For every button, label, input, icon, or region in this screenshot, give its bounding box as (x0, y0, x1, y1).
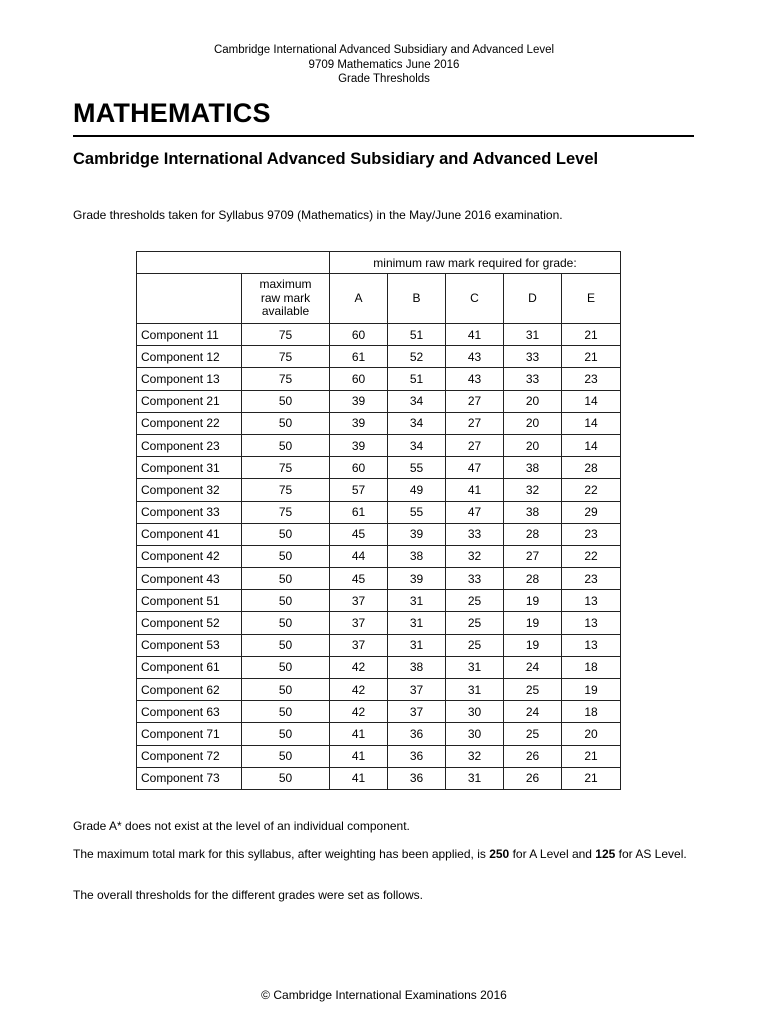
note-a-star: Grade A* does not exist at the level of an individual component. (73, 819, 410, 833)
max-mark-cell: 50 (242, 745, 330, 767)
empty-header-cell (137, 274, 242, 324)
table-row (137, 568, 621, 590)
component-name-cell: Component 21 (137, 390, 242, 412)
grade-d-cell: 20 (504, 434, 562, 456)
grade-e-cell: 18 (562, 656, 621, 678)
grade-header-d: D (504, 274, 562, 324)
component-name-cell: Component 41 (137, 523, 242, 545)
running-header-line-3: Grade Thresholds (338, 73, 430, 85)
table-row (137, 590, 621, 612)
grade-e-cell: 20 (562, 723, 621, 745)
max-mark-header-text: maximum raw mark available (259, 277, 312, 319)
note-max-total (73, 847, 698, 862)
max-mark-cell: 50 (242, 656, 330, 678)
table-row (137, 479, 621, 501)
grade-a-cell: 37 (330, 590, 388, 612)
component-name-cell: Component 33 (137, 501, 242, 523)
grade-d-cell: 33 (504, 368, 562, 390)
grade-d-cell: 24 (504, 656, 562, 678)
table-row (137, 501, 621, 523)
grade-c-cell: 30 (446, 723, 504, 745)
grade-e-cell: 23 (562, 523, 621, 545)
table-row (137, 434, 621, 456)
intro-text: Grade thresholds taken for Syllabus 9709 (Mathematics) in the May/June 2016 examination. (73, 208, 563, 222)
grade-c-cell: 43 (446, 368, 504, 390)
grade-header-a: A (330, 274, 388, 324)
grade-e-cell: 14 (562, 412, 621, 434)
a-level-max-mark: 250 (489, 847, 510, 861)
component-name-cell: Component 63 (137, 701, 242, 723)
grade-c-cell: 47 (446, 501, 504, 523)
grade-c-cell: 33 (446, 523, 504, 545)
grade-b-cell: 31 (388, 612, 446, 634)
grade-d-cell: 25 (504, 679, 562, 701)
max-mark-cell: 50 (242, 679, 330, 701)
grade-c-cell: 31 (446, 656, 504, 678)
grade-e-cell: 22 (562, 545, 621, 567)
copyright-footer: © Cambridge International Examinations 2016 (261, 988, 507, 1002)
grade-d-cell: 20 (504, 390, 562, 412)
component-name-cell: Component 23 (137, 434, 242, 456)
max-mark-cell: 50 (242, 434, 330, 456)
grade-b-cell: 34 (388, 434, 446, 456)
grade-thresholds-table (136, 251, 621, 790)
grade-b-cell: 38 (388, 656, 446, 678)
grade-c-cell: 25 (446, 634, 504, 656)
note-max-total-post: for AS Level. (615, 847, 687, 861)
grade-a-cell: 45 (330, 523, 388, 545)
table-header-row-1 (137, 252, 621, 274)
grade-e-cell: 29 (562, 501, 621, 523)
table-row (137, 634, 621, 656)
max-mark-cell: 50 (242, 701, 330, 723)
grade-a-cell: 37 (330, 612, 388, 634)
grade-d-cell: 25 (504, 723, 562, 745)
max-mark-cell: 50 (242, 568, 330, 590)
grade-c-cell: 47 (446, 457, 504, 479)
grade-a-cell: 60 (330, 368, 388, 390)
component-name-cell: Component 12 (137, 346, 242, 368)
grade-c-cell: 31 (446, 679, 504, 701)
grade-b-cell: 38 (388, 545, 446, 567)
grade-a-cell: 39 (330, 412, 388, 434)
component-name-cell: Component 71 (137, 723, 242, 745)
grade-a-cell: 61 (330, 501, 388, 523)
running-header-line-2: 9709 Mathematics June 2016 (308, 59, 460, 71)
grade-a-cell: 37 (330, 634, 388, 656)
running-header-line-1: Cambridge International Advanced Subsidiary and Advanced Level (213, 44, 555, 56)
table-row (137, 545, 621, 567)
grade-e-cell: 21 (562, 324, 621, 346)
grade-a-cell: 41 (330, 745, 388, 767)
table-row (137, 346, 621, 368)
grade-a-cell: 39 (330, 434, 388, 456)
max-mark-cell: 50 (242, 523, 330, 545)
table-row (137, 767, 621, 789)
component-name-cell: Component 53 (137, 634, 242, 656)
grade-d-cell: 26 (504, 767, 562, 789)
grade-b-cell: 52 (388, 346, 446, 368)
grade-b-cell: 36 (388, 767, 446, 789)
component-name-cell: Component 31 (137, 457, 242, 479)
grade-c-cell: 30 (446, 701, 504, 723)
table-row (137, 523, 621, 545)
table-row (137, 390, 621, 412)
grade-c-cell: 25 (446, 612, 504, 634)
grade-d-cell: 28 (504, 568, 562, 590)
max-mark-cell: 50 (242, 634, 330, 656)
grade-e-cell: 13 (562, 590, 621, 612)
grade-b-cell: 31 (388, 634, 446, 656)
grade-a-cell: 42 (330, 656, 388, 678)
grade-d-cell: 38 (504, 457, 562, 479)
note-overall-thresholds: The overall thresholds for the different grades were set as follows. (73, 888, 423, 902)
grade-e-cell: 23 (562, 368, 621, 390)
grade-b-cell: 34 (388, 390, 446, 412)
grade-d-cell: 19 (504, 634, 562, 656)
grade-c-cell: 27 (446, 434, 504, 456)
grade-b-cell: 34 (388, 412, 446, 434)
grade-a-cell: 42 (330, 701, 388, 723)
max-mark-cell: 75 (242, 457, 330, 479)
grade-d-cell: 24 (504, 701, 562, 723)
component-name-cell: Component 13 (137, 368, 242, 390)
grade-e-cell: 18 (562, 701, 621, 723)
grade-b-cell: 55 (388, 501, 446, 523)
table-row (137, 324, 621, 346)
grade-c-cell: 27 (446, 390, 504, 412)
component-name-cell: Component 43 (137, 568, 242, 590)
grade-a-cell: 42 (330, 679, 388, 701)
component-name-cell: Component 42 (137, 545, 242, 567)
component-name-cell: Component 61 (137, 656, 242, 678)
max-mark-cell: 75 (242, 479, 330, 501)
component-name-cell: Component 52 (137, 612, 242, 634)
grade-d-cell: 20 (504, 412, 562, 434)
grade-d-cell: 32 (504, 479, 562, 501)
max-mark-cell: 50 (242, 612, 330, 634)
grade-e-cell: 23 (562, 568, 621, 590)
grade-a-cell: 60 (330, 324, 388, 346)
grade-header-b: B (388, 274, 446, 324)
page-subtitle: Cambridge International Advanced Subsidiary and Advanced Level (73, 150, 599, 168)
table-row (137, 412, 621, 434)
group-header-cell: minimum raw mark required for grade: (330, 252, 621, 274)
component-name-cell: Component 32 (137, 479, 242, 501)
grade-b-cell: 51 (388, 368, 446, 390)
grade-a-cell: 45 (330, 568, 388, 590)
grade-e-cell: 21 (562, 745, 621, 767)
table-row (137, 368, 621, 390)
grade-c-cell: 41 (446, 324, 504, 346)
grade-a-cell: 41 (330, 767, 388, 789)
grade-c-cell: 43 (446, 346, 504, 368)
grade-e-cell: 21 (562, 767, 621, 789)
grade-e-cell: 13 (562, 634, 621, 656)
max-mark-cell: 50 (242, 723, 330, 745)
grade-a-cell: 39 (330, 390, 388, 412)
grade-b-cell: 31 (388, 590, 446, 612)
grade-b-cell: 55 (388, 457, 446, 479)
grade-e-cell: 14 (562, 390, 621, 412)
grade-e-cell: 21 (562, 346, 621, 368)
grade-d-cell: 26 (504, 745, 562, 767)
grade-c-cell: 32 (446, 745, 504, 767)
max-mark-cell: 50 (242, 545, 330, 567)
grade-b-cell: 36 (388, 723, 446, 745)
grade-b-cell: 36 (388, 745, 446, 767)
max-mark-cell: 75 (242, 368, 330, 390)
table-row (137, 656, 621, 678)
max-mark-cell: 50 (242, 390, 330, 412)
component-name-cell: Component 72 (137, 745, 242, 767)
grade-c-cell: 25 (446, 590, 504, 612)
component-name-cell: Component 73 (137, 767, 242, 789)
table-row (137, 723, 621, 745)
grade-d-cell: 19 (504, 612, 562, 634)
max-mark-cell: 75 (242, 346, 330, 368)
grade-b-cell: 39 (388, 523, 446, 545)
table-row (137, 612, 621, 634)
grade-d-cell: 28 (504, 523, 562, 545)
grade-a-cell: 60 (330, 457, 388, 479)
grade-c-cell: 41 (446, 479, 504, 501)
grade-d-cell: 27 (504, 545, 562, 567)
grade-c-cell: 32 (446, 545, 504, 567)
grade-b-cell: 39 (388, 568, 446, 590)
grade-d-cell: 38 (504, 501, 562, 523)
grade-a-cell: 57 (330, 479, 388, 501)
grade-b-cell: 51 (388, 324, 446, 346)
grade-header-c: C (446, 274, 504, 324)
as-level-max-mark: 125 (595, 847, 616, 861)
title-divider (73, 135, 694, 137)
grade-d-cell: 33 (504, 346, 562, 368)
grade-c-cell: 33 (446, 568, 504, 590)
grade-c-cell: 31 (446, 767, 504, 789)
table-row (137, 745, 621, 767)
note-max-total-mid: for A Level and (509, 847, 596, 861)
grade-e-cell: 19 (562, 679, 621, 701)
grade-header-e: E (562, 274, 621, 324)
component-name-cell: Component 51 (137, 590, 242, 612)
grade-e-cell: 14 (562, 434, 621, 456)
grade-c-cell: 27 (446, 412, 504, 434)
max-mark-cell: 50 (242, 590, 330, 612)
grade-b-cell: 37 (388, 679, 446, 701)
grade-d-cell: 31 (504, 324, 562, 346)
grade-e-cell: 28 (562, 457, 621, 479)
empty-header-cell (137, 252, 330, 274)
grade-b-cell: 37 (388, 701, 446, 723)
note-max-total-pre: The maximum total mark for this syllabus, after weighting has been applied, is (73, 847, 490, 861)
max-mark-cell: 50 (242, 767, 330, 789)
max-mark-cell: 75 (242, 501, 330, 523)
grade-e-cell: 13 (562, 612, 621, 634)
table-row (137, 701, 621, 723)
grade-d-cell: 19 (504, 590, 562, 612)
page-title: MATHEMATICS (73, 98, 271, 128)
grade-a-cell: 41 (330, 723, 388, 745)
grade-e-cell: 22 (562, 479, 621, 501)
grade-a-cell: 44 (330, 545, 388, 567)
grade-b-cell: 49 (388, 479, 446, 501)
table-row (137, 457, 621, 479)
max-mark-cell: 50 (242, 412, 330, 434)
component-name-cell: Component 62 (137, 679, 242, 701)
table-row (137, 679, 621, 701)
max-mark-header-cell (242, 274, 330, 324)
component-name-cell: Component 11 (137, 324, 242, 346)
max-mark-cell: 75 (242, 324, 330, 346)
grade-a-cell: 61 (330, 346, 388, 368)
component-name-cell: Component 22 (137, 412, 242, 434)
table-header-row-2 (137, 274, 621, 324)
